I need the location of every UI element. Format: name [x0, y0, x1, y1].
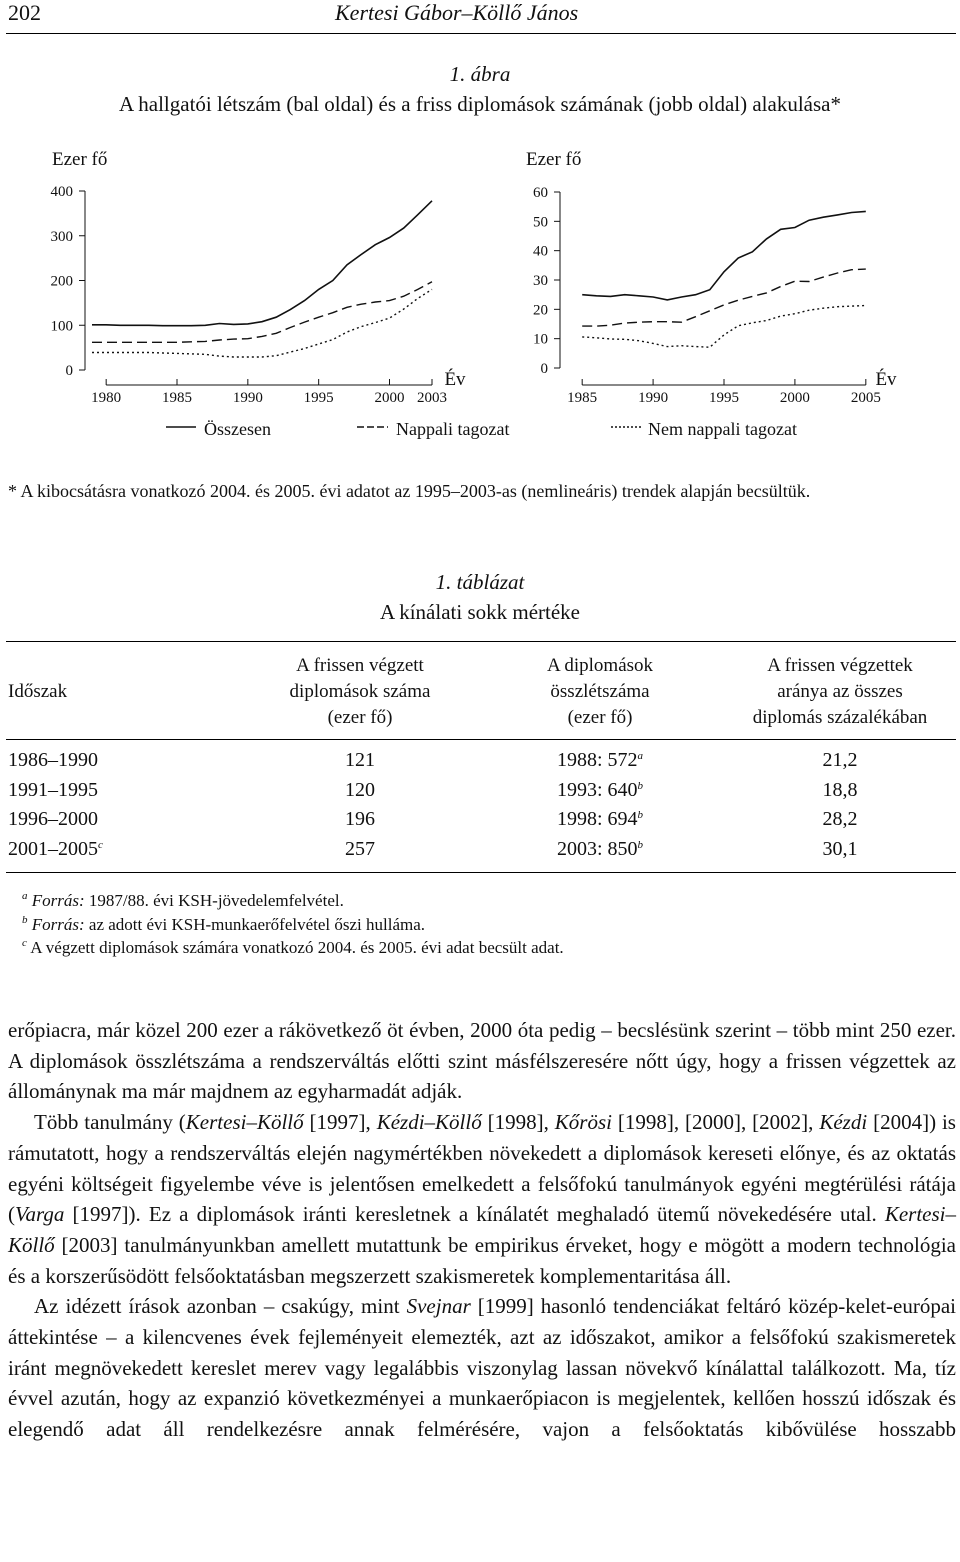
- table-header-share: [720, 653, 960, 731]
- table-footnote-b: $^b$ Forrás: az adott évi KSH-munkaerőfelvétel őszi hulláma.: [22, 914, 426, 934]
- series-line-solid: [582, 211, 866, 300]
- header-line: A frissen végzett: [296, 655, 424, 676]
- header-line: aránya az összes: [777, 681, 903, 702]
- figure-footnote: * A kibocsátásra vonatkozó 2004. és 2005. évi adatot az 1995–2003-as (nemlineáris) trendek alapján becsültük.: [8, 481, 811, 501]
- y-tick-label: 30: [533, 273, 548, 289]
- table-number: 1. táblázat: [435, 570, 525, 594]
- chart-unit-label: Ezer fő: [526, 149, 582, 170]
- table-rule-top: [6, 641, 956, 642]
- cell-share: 28,2: [822, 808, 858, 830]
- table-header-period: Időszak: [8, 681, 68, 702]
- y-tick-label: 0: [540, 361, 548, 377]
- chart-unit-label: Ezer fő: [52, 149, 108, 170]
- series-line-dashed: [92, 282, 432, 343]
- cell-period: 2001–2005$^c$: [8, 838, 103, 860]
- legend-label: Nem nappali tagozat: [648, 419, 797, 439]
- x-tick-label: 1985: [162, 390, 192, 406]
- chart-student-headcount: [51, 149, 467, 406]
- cell-period: 1986–1990: [8, 749, 98, 771]
- cell-graduates: 257: [345, 838, 375, 860]
- y-tick-label: 60: [533, 185, 548, 201]
- cited-author: Svejnar: [406, 1294, 471, 1319]
- cited-author: Kertesi–Köllő: [8, 1202, 956, 1257]
- y-tick-label: 200: [50, 273, 73, 290]
- header-line: diplomások száma: [289, 681, 431, 702]
- cited-author: Kőrösi: [554, 1110, 612, 1135]
- header-rule: [6, 33, 956, 34]
- y-tick-label: 20: [533, 302, 548, 319]
- cited-author: Kertesi–Köllő: [185, 1110, 304, 1135]
- cell-graduates: 121: [345, 749, 375, 771]
- y-tick-label: 400: [50, 184, 73, 200]
- chart-fresh-graduates: [526, 149, 897, 406]
- cell-graduates: 120: [345, 779, 375, 801]
- paragraph-3: Az idézett írások azonban – csakúgy, mint Svejnar [1999] hasonló tendenciákat feltáró közép-kelet-európai áttekintése – a kilencvenes évek fejleményeit elemezték, azt az időszakot, amikor a felsőfokú szakismeretek iránt megnövekedett kereslet merev vagy legalábbis viszonylag lassan növekvő kínálattal találkozott. Ma, tíz évvel azután, hogy az expanzió következményei a munkaerőpiacon is megjelentek, kellően hosszú időszak és elegendő adat áll rendelkezésre annak felmérésére, vajon a felsőoktatás kibővülése hosszabb: [8, 1294, 956, 1442]
- header-line: (ezer fő): [567, 707, 633, 728]
- y-tick-label: 40: [533, 243, 548, 260]
- table-title: A kínálati sokk mértéke: [379, 600, 581, 624]
- table-footnote-c: $^c$ A végzett diplomások számára vonatkozó 2004. és 2005. évi adat becsült adat.: [22, 937, 564, 957]
- header-line: (ezer fő): [327, 707, 393, 728]
- cell-graduates: 196: [345, 808, 375, 830]
- cell-period: 1996–2000: [8, 808, 98, 830]
- header-line: diplomás százalékában: [752, 707, 928, 728]
- paragraph-1: erőpiacra, már közel 200 ezer a rákövetkező öt évben, 2000 óta pedig – becslésünk szerint – több mint 250 ezer. A diplomások összlétszáma a rendszerváltás előtti szint másfélszeresére nőtt úgy, hogy a frissen végzettek az állománynak ma már majdnem az egyharmadát adják.: [8, 1018, 956, 1104]
- cell-share: 21,2: [822, 749, 858, 771]
- header-line: A diplomások: [546, 655, 654, 676]
- series-line-dashed: [582, 269, 866, 326]
- y-tick-label: 10: [533, 331, 548, 348]
- x-axis-label: Év: [444, 369, 466, 390]
- cited-author: Varga: [15, 1202, 65, 1227]
- cell-period: 1991–1995: [8, 779, 98, 801]
- cell-share: 18,8: [822, 779, 858, 801]
- table-header-total: [490, 653, 710, 731]
- series-line-dotted: [582, 306, 866, 348]
- legend-label: Összesen: [204, 419, 271, 439]
- table-rule-bottom: [6, 872, 956, 873]
- paragraph-2: Több tanulmány (Kertesi–Köllő [1997], Kézdi–Köllő [1998], Kőrösi [1998], [2000], [2002], Kézdi [2004]) is rámutatott, hogy a rendszerváltás elején nagymértékben növekedett a diplomások kereseti előnye, és az oktatás egyéni költségeit figyelembe véve is jelentősen emelkedett a felsőfokú tanulmányok egyéni megtérülési rátája (Varga [1997]). Ez a diplomások iránti keresletnek a kínálatét meghaladó ütemű növekedésére utal. Kertesi–Köllő [2003] tanulmányunkban amellett mutattunk be empirikus érveket, hogy e mögött a modern technológia és a korszerűsödött felsőoktatásban megszerzett szakismeretek komplementaritása áll.: [8, 1110, 956, 1288]
- figure-title: A hallgatói létszám (bal oldal) és a friss diplomások számának (jobb oldal) alakulása*: [119, 92, 841, 116]
- x-axis-label: Év: [875, 369, 897, 390]
- cell-total: 1998: 694$^b$: [556, 808, 644, 830]
- header-line: A frissen végzettek: [767, 655, 913, 676]
- x-tick-label: 1995: [709, 390, 739, 406]
- legend-label: Nappali tagozat: [396, 419, 510, 439]
- y-tick-label: 100: [50, 318, 73, 335]
- header-line: összlétszáma: [550, 681, 650, 702]
- x-tick-label: 1990: [638, 390, 669, 406]
- cell-total: 1993: 640$^b$: [556, 779, 644, 801]
- table-footnote-a: $^a$ Forrás: 1987/88. évi KSH-jövedelemfelvétel.: [22, 890, 344, 910]
- x-tick-label: 1995: [303, 390, 334, 406]
- x-tick-label: 1985: [567, 390, 598, 406]
- cell-share: 30,1: [822, 838, 858, 860]
- x-tick-label: 2003: [417, 390, 447, 406]
- x-tick-label: 1980: [91, 390, 122, 406]
- page-number: 202: [8, 0, 41, 25]
- series-line-solid: [92, 201, 432, 326]
- cited-author: Kézdi–Köllő: [376, 1110, 482, 1135]
- running-header-authors: Kertesi Gábor–Köllő János: [335, 0, 579, 25]
- chart-legend: [166, 419, 797, 439]
- x-tick-label: 2000: [374, 390, 405, 406]
- table-header-graduates: [250, 653, 470, 731]
- table-rule-header: [6, 739, 956, 740]
- series-line-dotted: [92, 289, 432, 357]
- cell-total: 1988: 572$^a$: [556, 749, 644, 771]
- y-tick-label: 0: [65, 363, 73, 379]
- x-tick-label: 2000: [779, 390, 810, 406]
- x-tick-label: 1990: [232, 390, 263, 406]
- y-tick-label: 50: [533, 214, 548, 231]
- cited-author: Kézdi: [819, 1110, 868, 1135]
- body-text: [8, 1015, 956, 1445]
- cell-total: 2003: 850$^b$: [556, 838, 644, 860]
- figure-number: 1. ábra: [449, 62, 511, 86]
- y-tick-label: 300: [50, 228, 73, 245]
- figure-charts: [0, 135, 960, 455]
- x-tick-label: 2005: [850, 390, 881, 406]
